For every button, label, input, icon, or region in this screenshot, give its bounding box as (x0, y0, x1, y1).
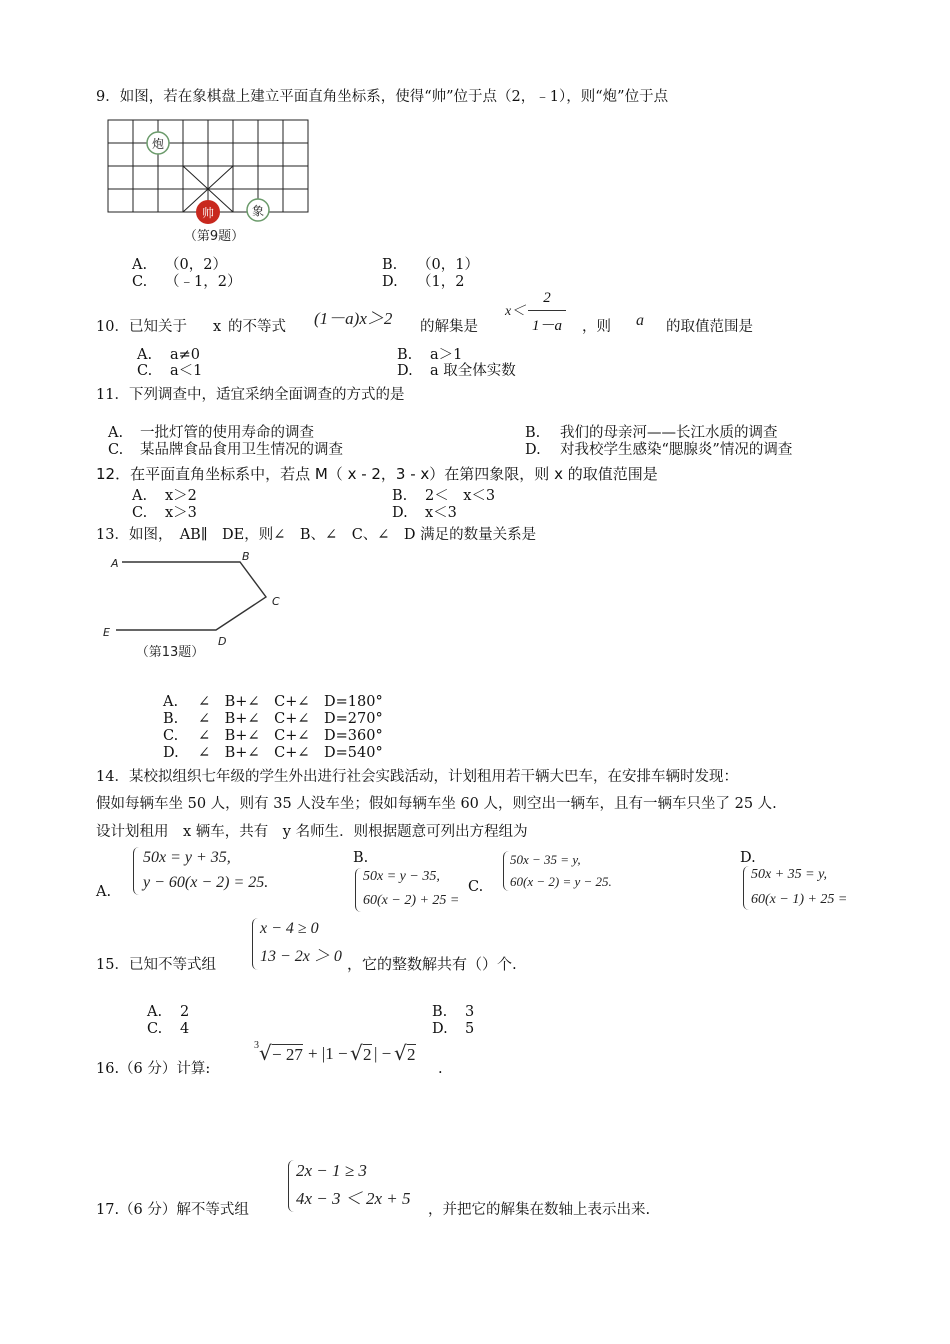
q10-solution-x: x＜ (505, 304, 526, 319)
q13-option-b: ∠ B+∠ C+∠ D=270° (198, 711, 383, 727)
q9-option-c: （﹣1，2） (165, 274, 242, 290)
q14-a-eq1: 50x = y + 35, (143, 849, 231, 866)
q9-option-b: （0，1） (417, 257, 479, 273)
parallel-lines-figure (100, 552, 300, 662)
q13-caption: （第13题） (135, 645, 205, 660)
q10-lead: 10．已知关于 (96, 319, 187, 335)
q12-option-a: x＞2 (165, 488, 197, 504)
q14-a-eq2: y − 60(x − 2) = 25. (143, 874, 269, 891)
q11-option-b: 我们的母亲河——长江水质的调查 (560, 425, 778, 441)
q11-option-a-letter: A. (108, 425, 124, 441)
q16-cube-root-index: 3 (254, 1040, 259, 1051)
q15-option-a: 2 (180, 1004, 190, 1020)
q12-option-c: x＞3 (165, 505, 197, 521)
q14-option-d-letter: D. (740, 850, 756, 866)
q10-solution-lead: 的解集是 (420, 319, 478, 335)
q14-c-eq2: 60(x − 2) = y − 25. (510, 874, 612, 889)
xiang-label: 象 (251, 204, 265, 218)
q14-a-brace (133, 847, 140, 895)
q11-option-c-letter: C. (108, 442, 124, 458)
q10-option-a-letter: A. (137, 347, 153, 363)
q16-expr-mid: + |1 − (308, 1044, 348, 1063)
q12-option-d: x＜3 (425, 505, 457, 521)
chessboard-figure (104, 118, 314, 248)
q10-option-b-letter: B. (397, 347, 413, 363)
q16-radicand-2: 2 (363, 1045, 372, 1064)
q13-option-d-letter: D. (163, 745, 179, 761)
q17-eq1: 2x − 1 ≥ 3 (296, 1161, 367, 1180)
q10-tail: 的取值范围是 (666, 319, 753, 335)
q10-fraction-bar (528, 310, 566, 311)
q10-option-a: a≠0 (170, 347, 201, 363)
q16-radicand-1: − 27 (272, 1045, 303, 1064)
q16-radicand-3: 2 (407, 1045, 416, 1064)
q10-option-d: a 取全体实数 (430, 363, 516, 379)
q11-option-b-letter: B. (525, 425, 541, 441)
q12-option-a-letter: A. (132, 488, 148, 504)
q10-solution-denominator: 1－a (531, 318, 562, 334)
q17-tail: ，并把它的解集在数轴上表示出来. (428, 1202, 651, 1218)
q15-brace (252, 918, 259, 970)
q13-option-a: ∠ B+∠ C+∠ D=180° (198, 694, 383, 710)
q15-option-c-letter: C. (147, 1021, 163, 1037)
q16-lead: 16.（6 分）计算: (96, 1061, 211, 1077)
q10-solution-numerator: 2 (543, 290, 551, 306)
q13-stem: 13．如图， AB∥ DE，则∠ B、∠ C、∠ D 满足的数量关系是 (96, 527, 537, 543)
q14-option-c-letter: C. (468, 879, 484, 895)
q14-b-brace (355, 868, 361, 912)
q15-option-d-letter: D. (432, 1021, 448, 1037)
q16-expr-mid2: | − (374, 1044, 392, 1063)
q11-option-a: 一批灯管的使用寿命的调查 (140, 425, 314, 441)
q14-line2: 假如每辆车坐 50 人，则有 35 人没车坐；假如每辆车坐 60 人，则空出一辆车，且有一辆车只坐了 25 人. (96, 796, 777, 812)
q14-d-eq1: 50x + 35 = y, (751, 867, 828, 882)
q9-option-d-letter: D. (382, 274, 398, 290)
point-a-label: A (111, 557, 119, 570)
q14-c-brace (503, 851, 509, 891)
q15-eq2: 13 − 2x ＞ 0 (260, 948, 342, 965)
q14-line1: 14．某校拟组织七年级的学生外出进行社会实践活动，计划租用若干辆大巴车，在安排车辆时发现： (96, 769, 738, 785)
q15-option-b-letter: B. (432, 1004, 448, 1020)
q9-option-b-letter: B. (382, 257, 398, 273)
q11-option-d: 对我校学生感染“腮腺炎”情况的调查 (560, 442, 793, 458)
q13-option-c: ∠ B+∠ C+∠ D=360° (198, 728, 383, 744)
q10-option-d-letter: D. (397, 363, 413, 379)
q15-eq1: x − 4 ≥ 0 (260, 920, 319, 937)
pao-label: 炮 (151, 137, 165, 151)
q17-eq2: 4x − 3 ＜ 2x + 5 (296, 1189, 411, 1208)
q13-option-c-letter: C. (163, 728, 179, 744)
q14-b-eq1: 50x = y − 35, (363, 869, 440, 884)
q14-line3: 设计划租用 x 辆车，共有 y 名师生．则根据题意可列出方程组为 (96, 824, 528, 840)
q10-option-c-letter: C. (137, 363, 153, 379)
q13-option-b-letter: B. (163, 711, 179, 727)
q9-option-a-letter: A. (132, 257, 148, 273)
q14-b-eq2: 60(x − 2) + 25 = (363, 893, 460, 908)
q14-d-eq2: 60(x − 1) + 25 = (751, 892, 848, 907)
q15-option-a-letter: A. (147, 1004, 163, 1020)
q16-tail: . (438, 1061, 443, 1077)
pao-piece (147, 132, 169, 154)
q16-radical-sign-1: √ (259, 1041, 272, 1065)
point-b-label: B (242, 552, 250, 563)
q10-inequality: (1－a)x＞2 (314, 309, 393, 328)
q10-a-var: a (636, 312, 644, 329)
q12-option-d-letter: D. (392, 505, 408, 521)
q11-option-d-letter: D. (525, 442, 541, 458)
q10-mid: 的不等式 (228, 319, 286, 335)
q11-option-c: 某品牌食品食用卫生情况的调查 (140, 442, 343, 458)
q14-option-a-letter: A. (96, 884, 112, 900)
q10-var: x (213, 319, 222, 335)
q11-stem: 11．下列调查中，适宜采纳全面调查的方式的是 (96, 387, 405, 403)
q12-option-b: 2＜ x＜3 (425, 488, 496, 504)
q10-option-b: a＞1 (430, 347, 463, 363)
q15-lead: 15．已知不等式组 (96, 957, 216, 973)
q15-tail: ，它的整数解共有（）个. (347, 955, 517, 973)
xiang-piece (247, 199, 269, 221)
shuai-label: 帅 (201, 206, 215, 220)
q9-caption: （第9题） (183, 229, 245, 244)
point-d-label: D (218, 635, 227, 648)
q9-option-c-letter: C. (132, 274, 148, 290)
q15-option-b: 3 (465, 1004, 475, 1020)
q14-d-brace (743, 866, 749, 910)
point-e-label: E (103, 626, 110, 639)
q9-option-d: （1，2 (417, 274, 465, 290)
q14-option-b-letter: B. (353, 850, 369, 866)
q17-lead: 17.（6 分）解不等式组 (96, 1202, 249, 1218)
q15-option-c: 4 (180, 1021, 190, 1037)
q9-option-a: （0，2） (165, 257, 227, 273)
q10-option-c: a＜1 (170, 363, 203, 379)
q16-radical-sign-2: √ (350, 1041, 363, 1065)
q9-stem: 9．如图，若在象棋盘上建立平面直角坐标系，使得“帅”位于点（2，﹣1），则“炮”位于点 (96, 89, 669, 105)
q12-option-c-letter: C. (132, 505, 148, 521)
q16-radical-sign-3: √ (394, 1041, 407, 1065)
q13-option-a-letter: A. (163, 694, 179, 710)
q12-option-b-letter: B. (392, 488, 408, 504)
q10-then: ，则 (582, 319, 611, 335)
q13-option-d: ∠ B+∠ C+∠ D=540° (198, 745, 383, 761)
q17-brace (288, 1160, 295, 1212)
shuai-piece (196, 200, 220, 224)
q15-option-d: 5 (465, 1021, 475, 1037)
q12-stem: 12．在平面直角坐标系中，若点 M（ x - 2，3 - x）在第四象限，则 x 的取值范围是 (96, 465, 658, 483)
point-c-label: C (272, 595, 280, 608)
q14-c-eq1: 50x − 35 = y, (510, 852, 581, 867)
